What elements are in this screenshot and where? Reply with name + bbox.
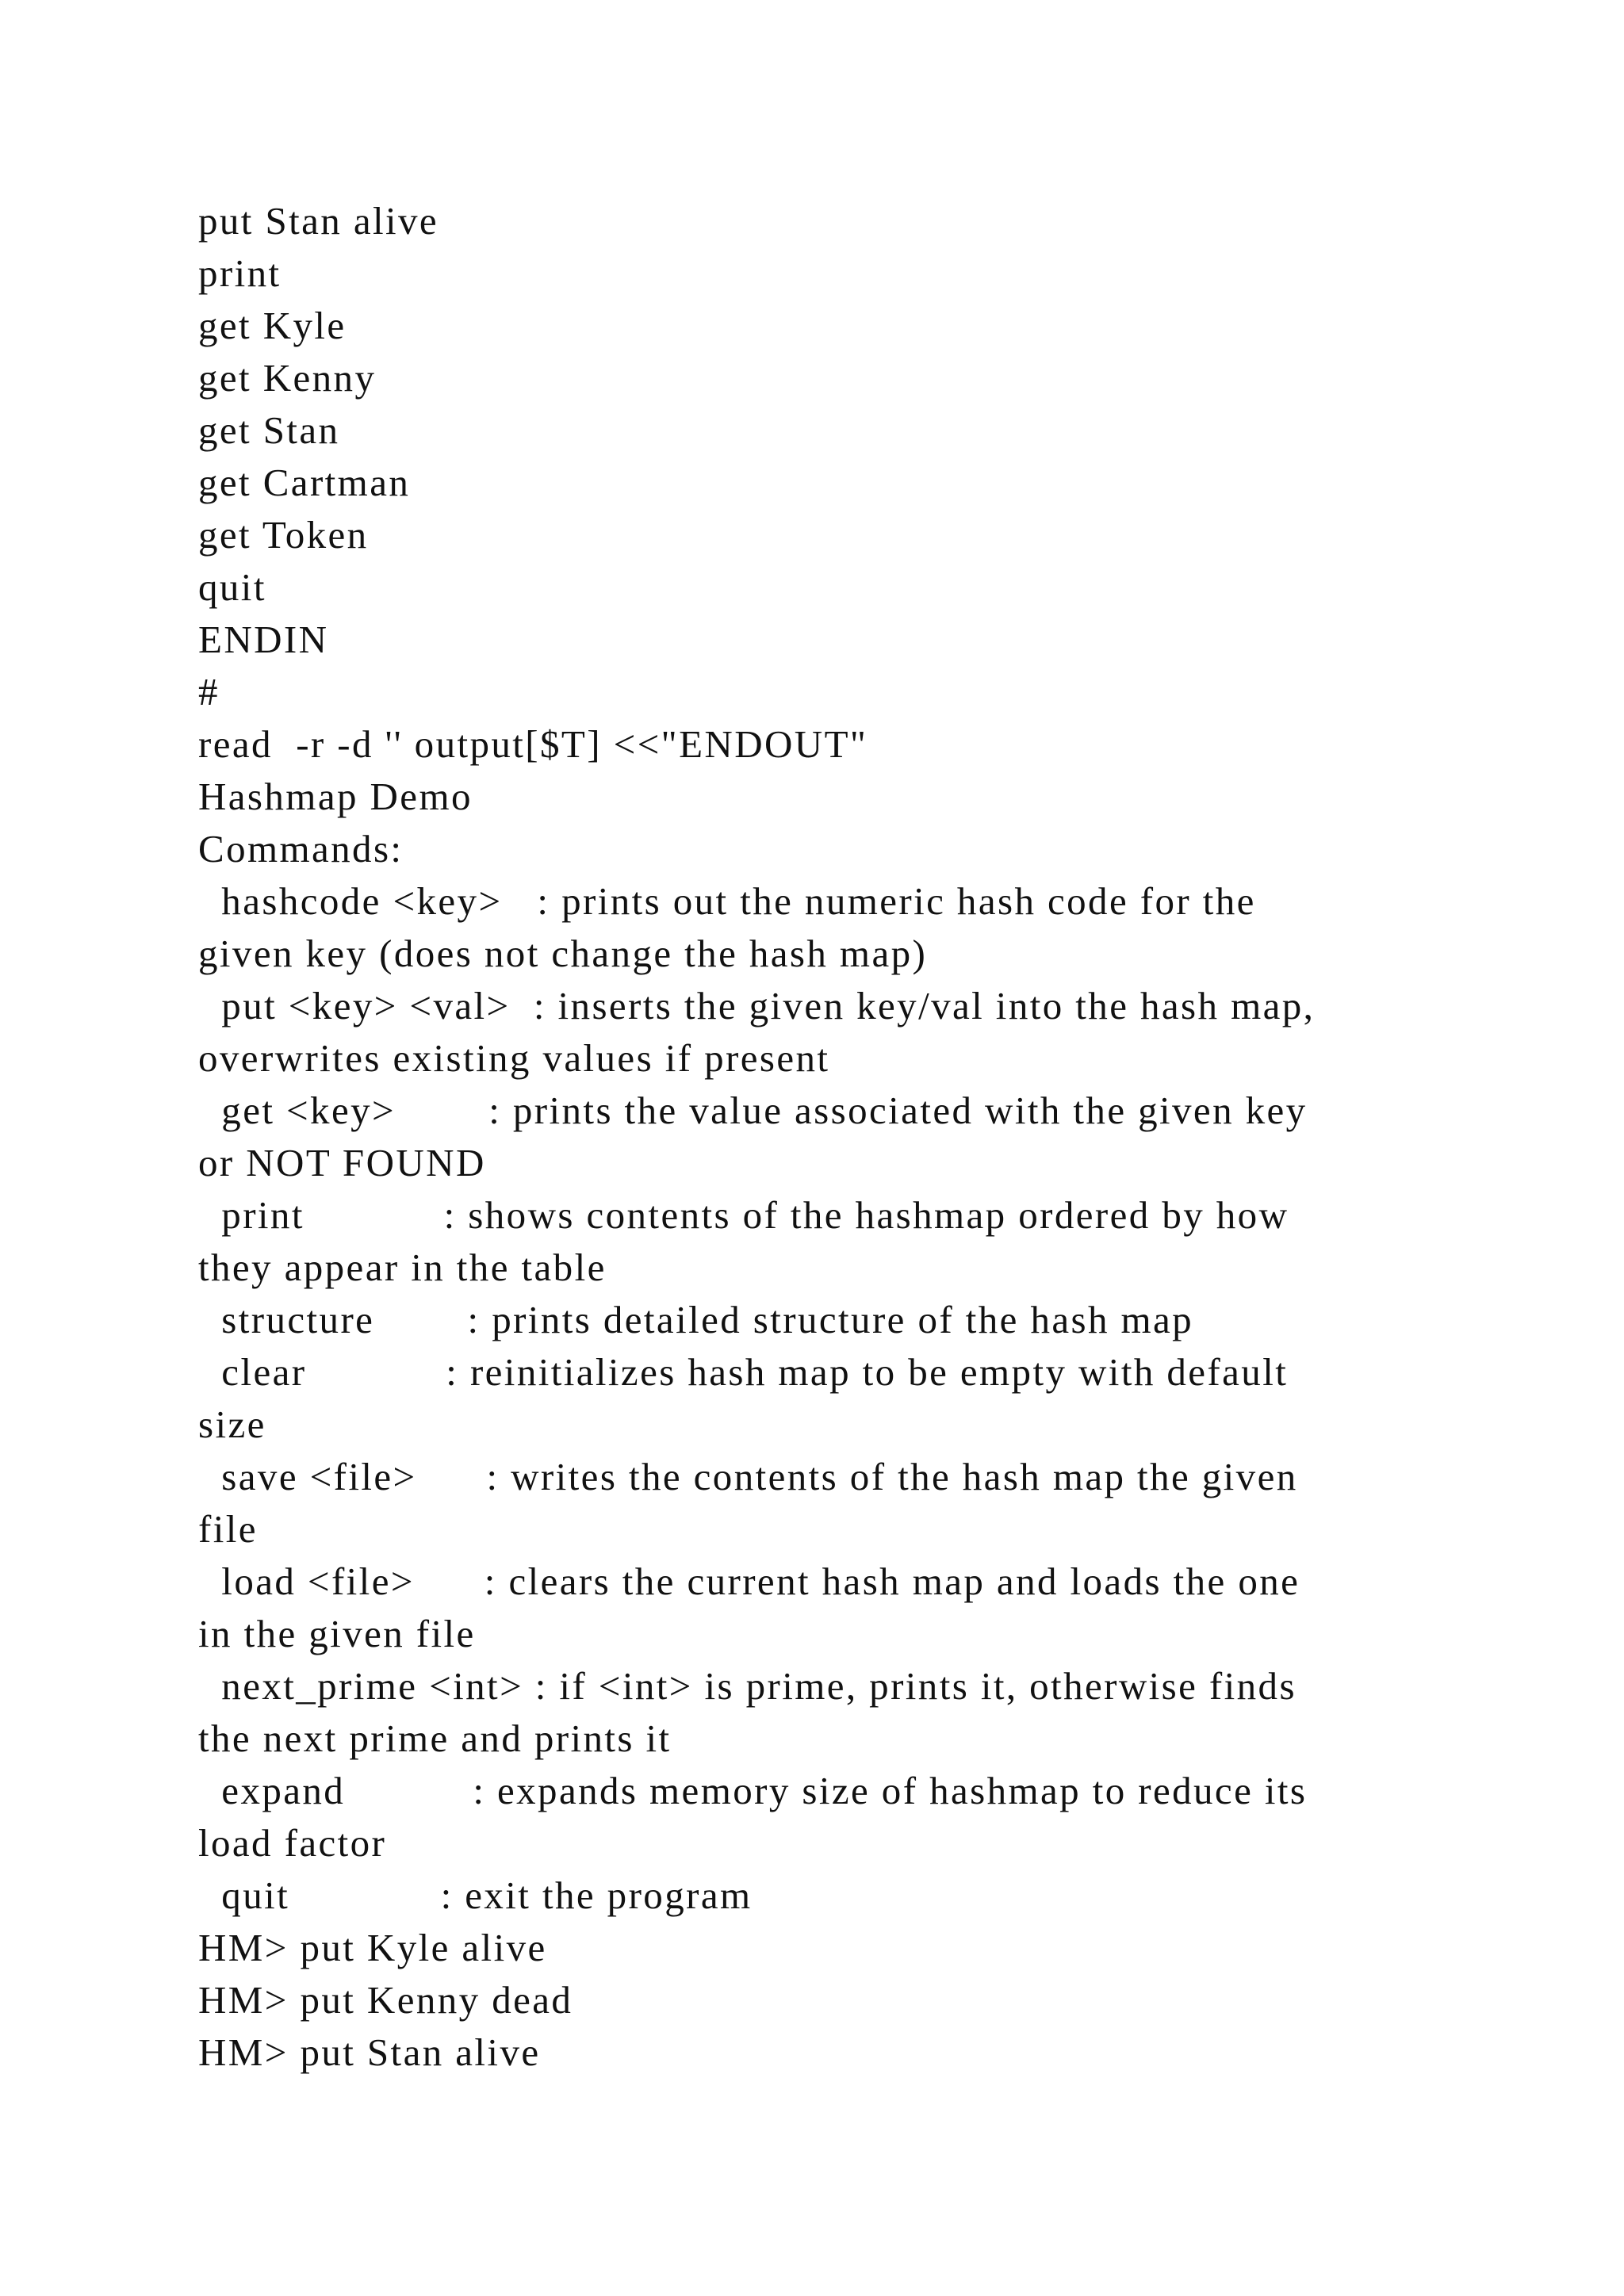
text-line: HM> put Kenny dead <box>198 1978 573 2022</box>
text-line: put <key> <val> : inserts the given key/val into the hash map, <box>198 984 1316 1027</box>
text-line: load <file> : clears the current hash map and loads the one <box>198 1559 1300 1603</box>
text-line: ENDIN <box>198 618 329 661</box>
text-line: quit : exit the program <box>198 1873 753 1917</box>
text-line: expand : expands memory size of hashmap to reduce its <box>198 1769 1308 1812</box>
text-line: clear : reinitializes hash map to be empty with default <box>198 1350 1289 1394</box>
text-line: hashcode <key> : prints out the numeric hash code for the <box>198 879 1256 923</box>
text-line: load factor <box>198 1821 387 1865</box>
text-line: get <key> : prints the value associated with the given key <box>198 1089 1308 1132</box>
document-text <box>198 195 1451 2079</box>
text-line: given key (does not change the hash map) <box>198 932 928 975</box>
text-line: in the given file <box>198 1612 476 1655</box>
text-line: structure : prints detailed structure of the hash map <box>198 1298 1194 1341</box>
text-line: HM> put Stan alive <box>198 2030 541 2074</box>
text-line: read -r -d '' output[$T] <<"ENDOUT" <box>198 722 868 766</box>
text-line: get Stan <box>198 408 340 452</box>
text-line: # <box>198 670 220 714</box>
text-line: Commands: <box>198 827 404 871</box>
text-line: or NOT FOUND <box>198 1141 486 1184</box>
text-line: put Stan alive <box>198 199 439 243</box>
text-line: get Cartman <box>198 461 411 504</box>
text-line: quit <box>198 565 266 609</box>
text-line: get Kyle <box>198 304 347 347</box>
text-line: the next prime and prints it <box>198 1716 672 1760</box>
text-line: overwrites existing values if present <box>198 1036 830 1080</box>
text-line: size <box>198 1402 266 1446</box>
text-line: print : shows contents of the hashmap ordered by how <box>198 1193 1289 1237</box>
text-line: save <file> : writes the contents of the hash map the given <box>198 1455 1298 1498</box>
text-line: next_prime <int> : if <int> is prime, prints it, otherwise finds <box>198 1664 1297 1708</box>
text-line: they appear in the table <box>198 1246 607 1289</box>
text-line: get Kenny <box>198 356 377 400</box>
text-line: print <box>198 251 282 295</box>
text-line: file <box>198 1507 258 1551</box>
text-line: HM> put Kyle alive <box>198 1926 547 1969</box>
text-line: Hashmap Demo <box>198 775 473 818</box>
text-line: get Token <box>198 513 369 557</box>
